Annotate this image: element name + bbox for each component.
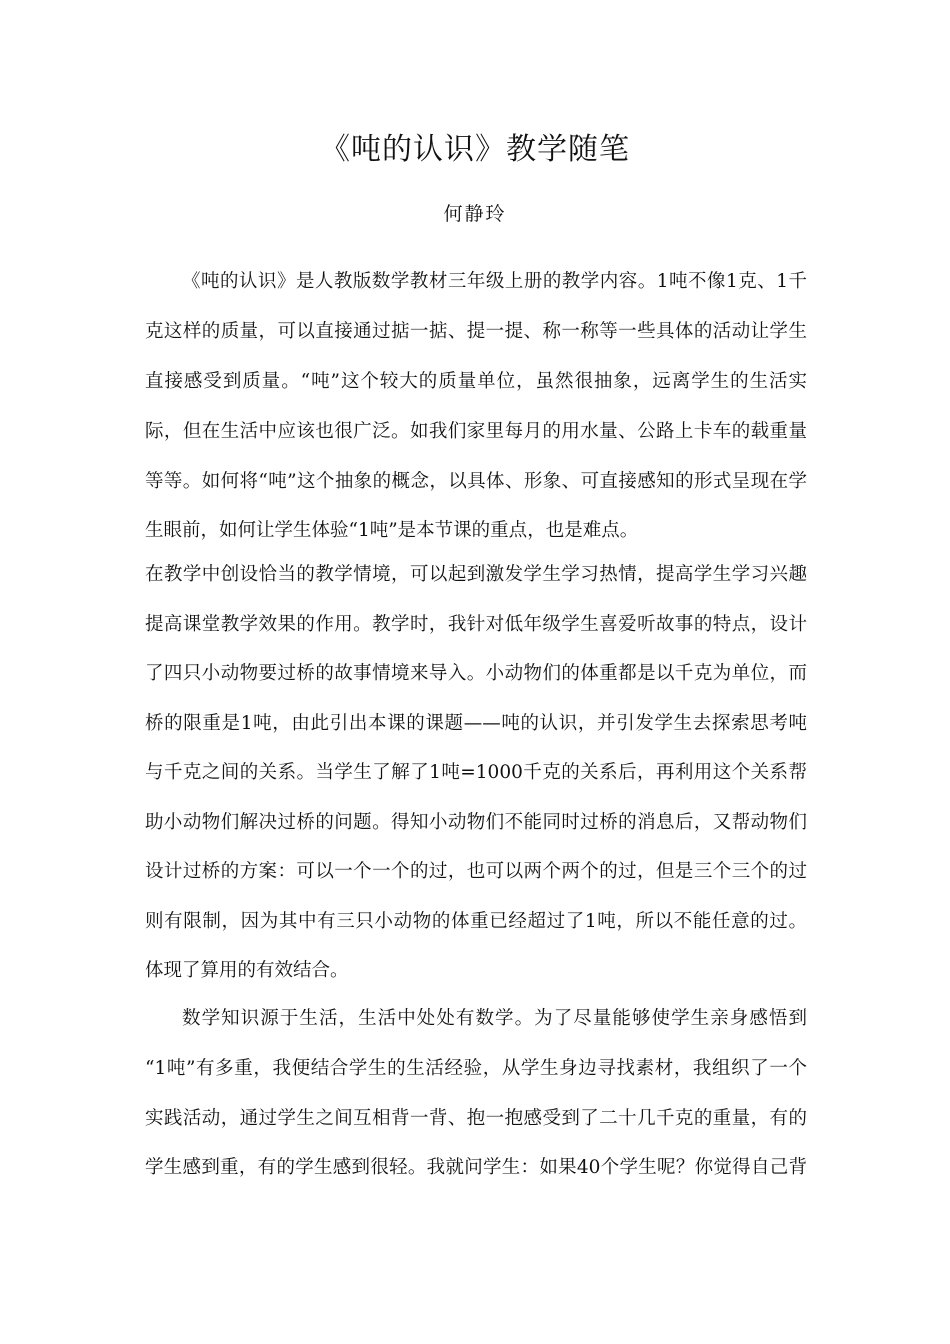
paragraph-line: 在教学中创设恰当的教学情境，可以起到激发学生学习热情，提高学生学习兴趣 xyxy=(145,564,807,585)
paragraph-line: 克这样的质量，可以直接通过掂一掂、提一提、称一称等一些具体的活动让学生 xyxy=(145,321,807,342)
paragraph-line: 《吨的认识》是人教版数学教材三年级上册的教学内容。1吨不像1克、1千 xyxy=(182,271,807,292)
paragraph-line: 实践活动，通过学生之间互相背一背、抱一抱感受到了二十几千克的重量，有的 xyxy=(145,1108,807,1129)
paragraph-line: 则有限制，因为其中有三只小动物的体重已经超过了1吨，所以不能任意的过。 xyxy=(145,911,807,932)
paragraph-line: 体现了算用的有效结合。 xyxy=(145,960,349,981)
paragraph-line: 桥的限重是1吨，由此引出本课的课题——吨的认识，并引发学生去探索思考吨 xyxy=(145,713,807,734)
author-name: 何静玲 xyxy=(443,203,507,225)
paragraph-line: “1吨”有多重，我便结合学生的生活经验，从学生身边寻找素材，我组织了一个 xyxy=(145,1058,807,1079)
paragraph-line: 等等。如何将“吨”这个抽象的概念，以具体、形象、可直接感知的形式呈现在学 xyxy=(145,471,807,492)
document-title: 《吨的认识》教学随笔 xyxy=(320,132,630,167)
paragraph-line: 际，但在生活中应该也很广泛。如我们家里每月的用水量、公路上卡车的载重量 xyxy=(145,421,807,442)
paragraph-line: 设计过桥的方案：可以一个一个的过，也可以两个两个的过，但是三个三个的过 xyxy=(145,861,807,882)
paragraph-line: 与千克之间的关系。当学生了解了1吨=1000千克的关系后，再利用这个关系帮 xyxy=(145,762,807,783)
paragraph-line: 助小动物们解决过桥的问题。得知小动物们不能同时过桥的消息后，又帮动物们 xyxy=(145,812,807,833)
paragraph-line: 了四只小动物要过桥的故事情境来导入。小动物们的体重都是以千克为单位，而 xyxy=(145,663,807,684)
paragraph-line: 数学知识源于生活，生活中处处有数学。为了尽量能够使学生亲身感悟到 xyxy=(182,1008,807,1029)
paragraph-line: 学生感到重，有的学生感到很轻。我就问学生：如果40个学生呢？你觉得自己背 xyxy=(145,1157,807,1178)
paragraph-line: 提高课堂教学效果的作用。教学时，我针对低年级学生喜爱听故事的特点，设计 xyxy=(145,614,807,635)
paragraph-line: 生眼前，如何让学生体验“1吨”是本节课的重点，也是难点。 xyxy=(145,520,639,541)
paragraph-line: 直接感受到质量。“吨”这个较大的质量单位，虽然很抽象，远离学生的生活实 xyxy=(145,371,807,392)
